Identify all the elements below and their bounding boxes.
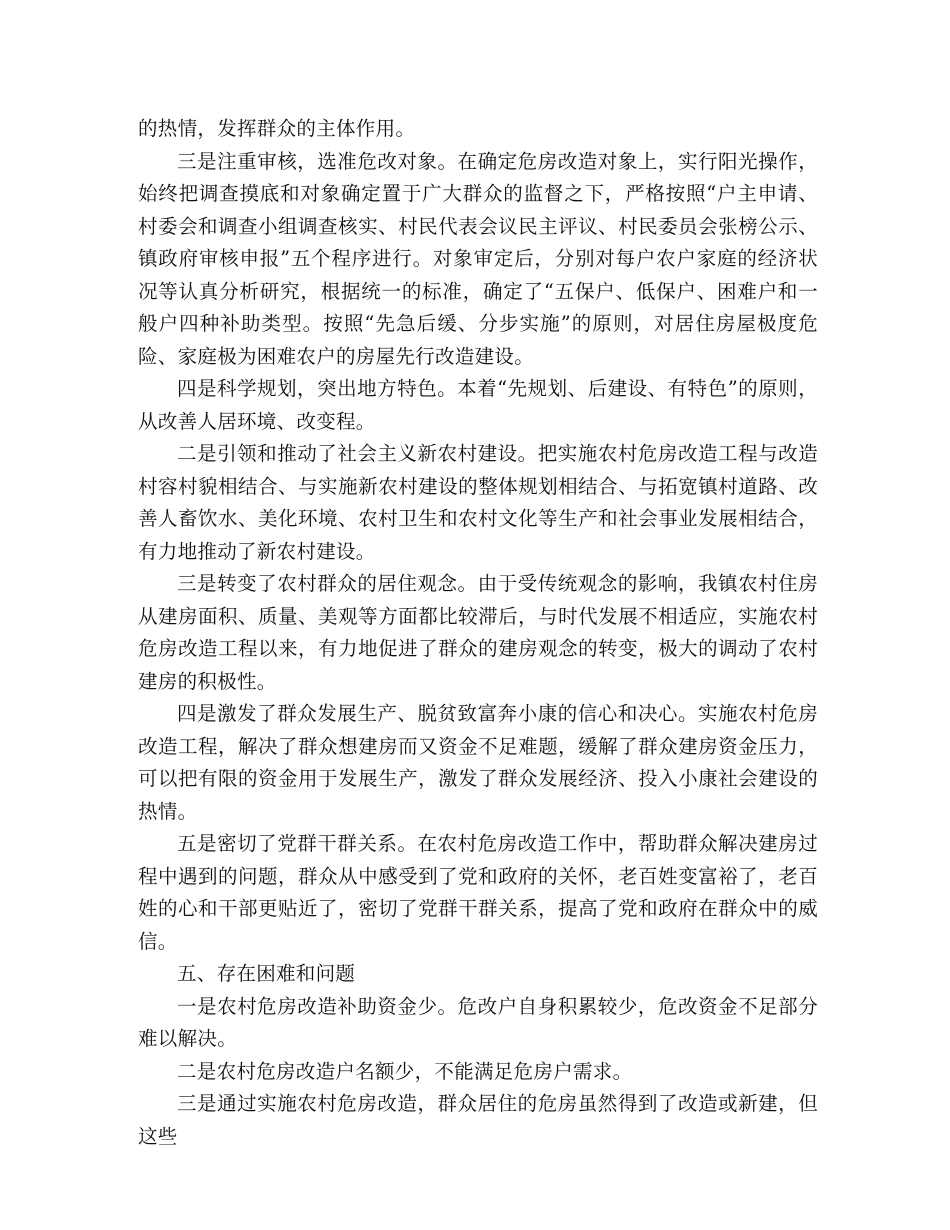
- paragraph-confidence: 四是激发了群众发展生产、脱贫致富奔小康的信心和决心。实施农村危房改造工程，解决了群众想建房而又资金不足难题，缓解了群众建房资金压力，可以把有限的资金用于发展生产，激发了群众发展经济、投入小康社会建设的热情。: [138, 702, 818, 823]
- paragraph-problem-quota: 二是农村危房改造户名额少，不能满足危房户需求。: [177, 1059, 633, 1083]
- paragraph-planning: 四是科学规划，突出地方特色。本着“先规划、后建设、有特色”的原则，从改善人居环境、改变程。: [138, 377, 818, 433]
- paragraph-problem-houses: 三是通过实施农村危房改造，群众居住的危房虽然得到了改造或新建，但这些: [138, 1092, 818, 1148]
- paragraph-continuation: 的热情，发挥群众的主体作用。: [138, 117, 416, 140]
- paragraph-living-concept: 三是转变了农村群众的居住观念。由于受传统观念的影响，我镇农村住房从建房面积、质量、美观等方面都比较滞后，与时代发展不相适应，实施农村危房改造工程以来，有力地促进了群众的建房观念的转变，极大的调动了农村建房的积极性。: [138, 572, 818, 693]
- paragraph-review-selection: 三是注重审核，选准危改对象。在确定危房改造对象上，实行阳光操作，始终把调查摸底和对象确定置于广大群众的监督之下，严格按照“户主申请、村委会和调查小组调查核实、村民代表会议民主评议、村民委员会张榜公示、镇政府审核申报”五个程序进行。对象审定后，分别对每户农户家庭的经济状况等认真分析研究，根据统一的标准，确定了“五保户、低保户、困难户和一般户四种补助类型。按照“先急后缓、分步实施”的原则，对居住房屋极度危险、家庭极为困难农户的房屋先行改造建设。: [138, 149, 818, 368]
- paragraph-party-relations: 五是密切了党群干群关系。在农村危房改造工作中，帮助群众解决建房过程中遇到的问题，群众从中感受到了党和政府的关怀，老百姓变富裕了，老百姓的心和干部更贴近了，密切了党群干群关系，提高了党和政府在群众中的威信。: [138, 832, 818, 953]
- section-heading-problems: 五、存在困难和问题: [177, 962, 356, 985]
- paragraph-problem-funds: 一是农村危房改造补助资金少。危改户自身积累较少，危改资金不足部分难以解决。: [138, 994, 818, 1050]
- paragraph-new-village: 二是引领和推动了社会主义新农村建设。把实施农村危房改造工程与改造村容村貌相结合、与实施新农村建设的整体规划相结合、与拓宽镇村道路、改善人畜饮水、美化环境、农村卫生和农村文化等生产和社会事业发展相结合，有力地推动了新农村建设。: [138, 442, 818, 563]
- document-body: [138, 113, 818, 1153]
